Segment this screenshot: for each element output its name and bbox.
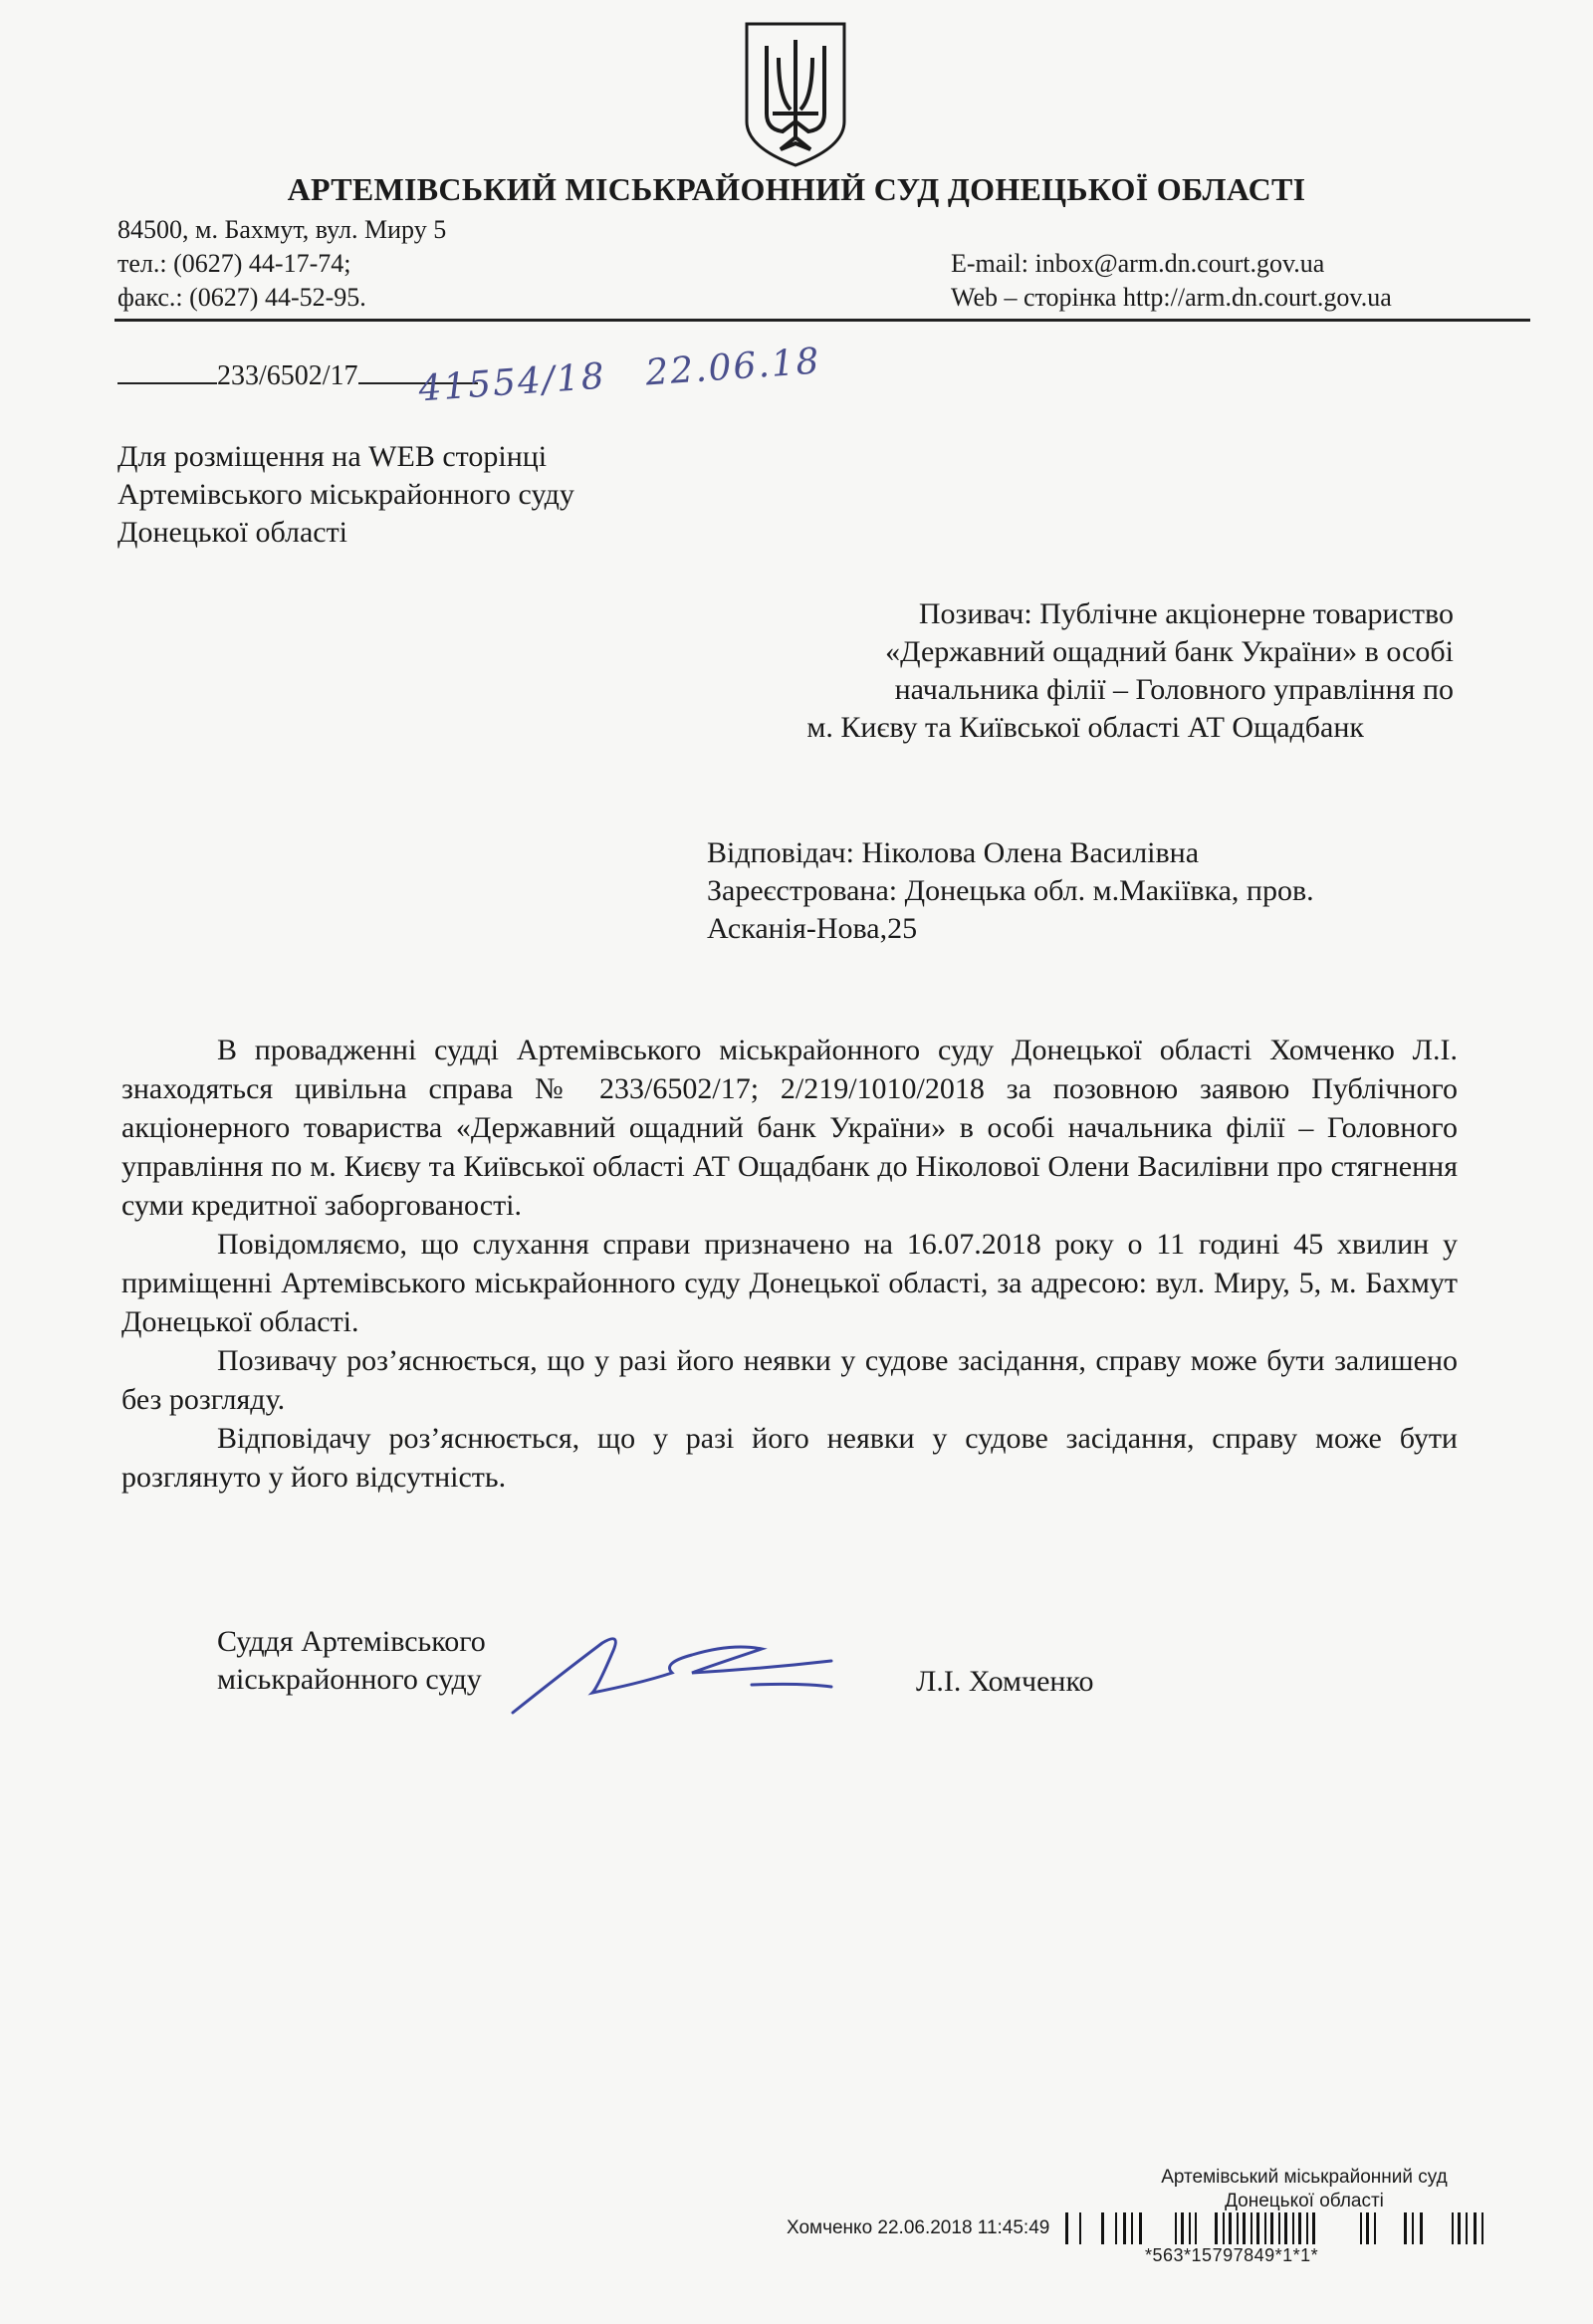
court-email: E-mail: inbox@arm.dn.court.gov.ua [951,249,1325,278]
outgoing-number: 41554/18 [417,355,607,410]
barcode-number: *563*15797849*1*1* [1145,2245,1319,2265]
body-paragraph: Повідомляємо, що слухання справи призначено на 16.07.2018 року о 11 годині 45 хвилин у приміщенні Артемівського міськрайонного суду Донецької області, за адресою: вул. Миру, 5, м. Бахмут Донецької області. [121,1228,1458,1338]
plaintiff-line: «Державний ощадний банк України» в особі [885,635,1454,668]
recipient-block [117,438,574,552]
recipient-line: Артемівського міськрайонного суду [117,478,574,511]
court-phone: тел.: (0627) 44-17-74; [117,249,351,278]
court-website: Web – сторінка http://arm.dn.court.gov.ua [951,283,1392,312]
barcode-icon [1065,2212,1541,2248]
plaintiff-line: начальника філії – Головного управління по [894,673,1454,706]
case-number: 233/6502/17 [217,360,358,391]
body-paragraph: В провадженні судді Артемівського міськрайонного суду Донецької області Хомченко Л.І. знаходяться цивільна справа № 233/6502/17; 2/219/1010/2018 за позовною заявою Публічного акціонерного товариства «Державний ощадний банк України» в особі начальника філії – Головного управління по м. Києву та Київської області АТ Ощадбанк до Ніколової Олени Василівни про стягнення суми кредитної заборгованості. [121,1034,1458,1222]
signatory-title-line: Суддя Артемівського [217,1625,486,1658]
handwritten-registration [417,339,862,410]
handwritten-signature [503,1613,861,1723]
contact-left [117,213,446,315]
outgoing-date: 22.06.18 [644,341,822,394]
court-address: 84500, м. Бахмут, вул. Миру 5 [117,215,447,244]
stamp-court-line: Донецької області [1225,2191,1384,2211]
defendant-block [707,834,1424,948]
defendant-line: Асканія-Нова,25 [707,912,918,945]
contact-right [951,247,1392,315]
defendant-line: Зареєстрована: Донецька обл. м.Макіївка, пров. [707,874,1314,907]
blank-underline [117,358,217,384]
signatory-name: Л.І. Хомченко [916,1665,1094,1698]
coat-of-arms-icon [739,18,852,169]
recipient-line: Для розміщення на WEB сторінці [117,440,548,473]
plaintiff-block [697,595,1454,747]
body-paragraph: Відповідачу роз’яснюється, що у разі його неявки у судове засідання, справу може бути розглянуто у його відсутність. [121,1422,1458,1494]
plaintiff-line: м. Києву та Київської області АТ Ощадбанк [806,711,1364,744]
recipient-line: Донецької області [117,516,348,549]
letter-body [121,1031,1458,1497]
body-paragraph: Позивачу роз’яснюється, що у разі його неявки у судове засідання, справу може бути залишено без розгляду. [121,1344,1458,1416]
defendant-line: Відповідач: Ніколова Олена Василівна [707,836,1200,869]
court-fax: факс.: (0627) 44-52-95. [117,283,366,312]
signatory-title [217,1623,486,1699]
signatory-title-line: міськрайонного суду [217,1663,482,1696]
header-divider [114,319,1530,322]
court-title: АРТЕМІВСЬКИЙ МІСЬКРАЙОННИЙ СУД ДОНЕЦЬКОЇ ОБЛАСТІ [287,171,1306,207]
stamp-meta: Хомченко 22.06.2018 11:45:49 [787,2217,1050,2238]
stamp-court-line: Артемівський міськрайонний суд [1161,2167,1448,2188]
registration-stamp-court [1105,2166,1503,2213]
plaintiff-line: Позивач: Публічне акціонерне товариство [918,597,1454,630]
